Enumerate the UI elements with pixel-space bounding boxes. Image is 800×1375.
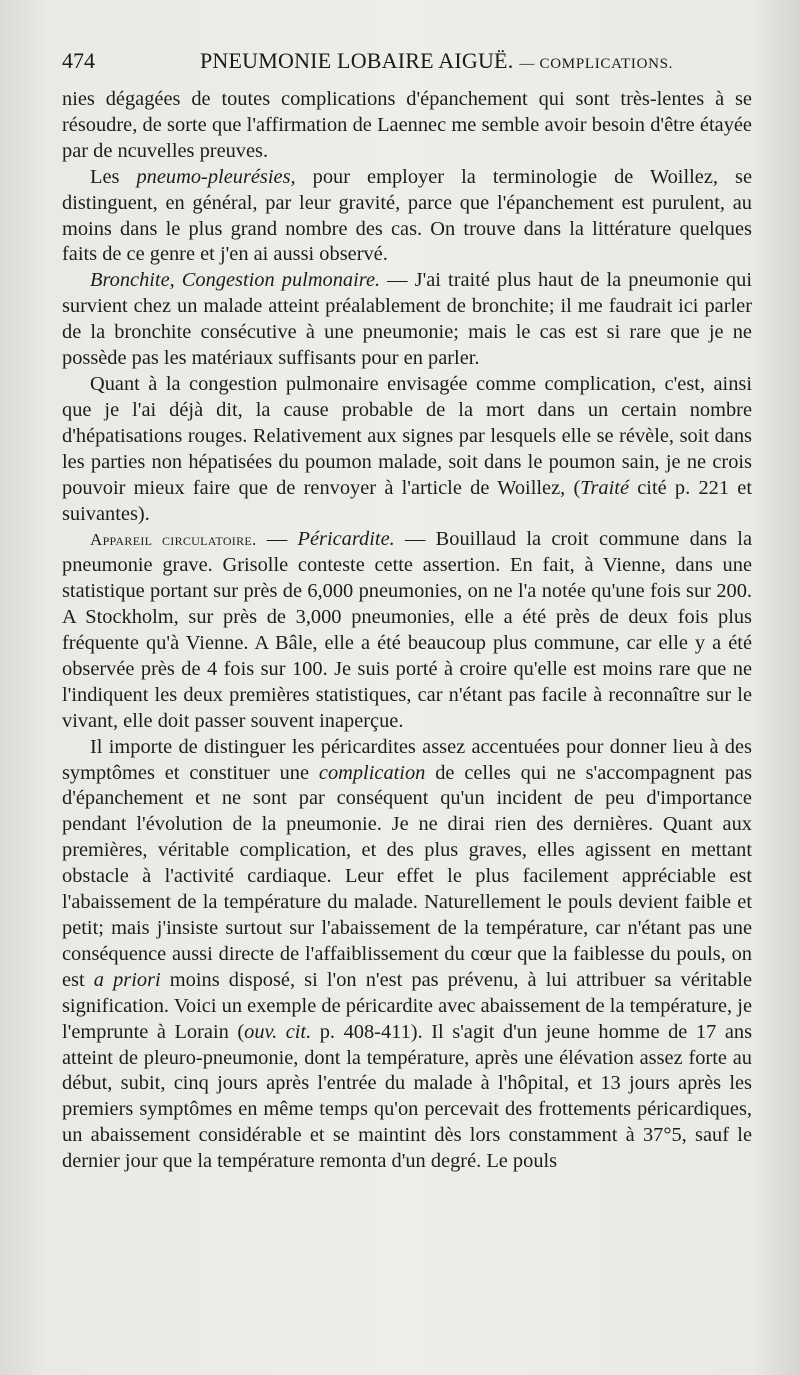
running-title: PNEUMONIE LOBAIRE AIGUË. xyxy=(200,48,514,73)
body-text xyxy=(62,87,752,1175)
paragraph: Bronchite, Congestion pulmonaire. — J'ai traité plus haut de la pneumonie qui survient chez un malade atteint préalablement de bronchite; il me faudrait ici parler de la bronchite consécutive à une pneumonie; mais le cas est si rare que je ne possède pas les matériaux suffisants pour en parler. xyxy=(62,269,752,370)
paragraph: Les pneumo-pleurésies, pour employer la terminologie de Woillez, se distinguent, en général, par leur gravité, parce que l'épanchement est purulent, au moins dans le plus grand nombre des cas. On trouve dans la littérature quelques faits de ce genre et j'en ai aussi observé. xyxy=(62,165,752,266)
italic-citation: ouv. cit. xyxy=(244,1020,312,1043)
paragraph: Il importe de distinguer les péricardites assez accentuées pour donner lieu à des symptômes et constituer une complication de celles qui ne s'accompagnent pas d'épanchement et ne sont par conséquent qu'un incident de peu d'importance pendant l'évolution de la pneumonie. Je ne dirai rien des dernières. Quant aux premières, véritable complication, et des plus graves, elles agissent en mettant obstacle à l'activité cardiaque. Leur effet le plus facilement appréciable est l'abaissement de la température du malade. Naturellement le pouls devient faible et petit; mais j'insiste surtout sur l'abaissement de la température, car n'étant pas une conséquence aussi directe de l'affaiblissement du cœur que la faiblesse du pouls, on est a priori moins disposé, si l'on n'est pas prévenu, à lui attribuer sa véritable signification. Voici un exemple de péricardite avec abaissement de la température, je l'emprunte à Lorain (ouv. cit. p. 408-411). Il s'agit d'un jeune homme de 17 ans atteint de pleuro-pneumonie, dont la température, après une élévation assez forte au début, subit, cinq jours après l'entrée du malade à l'hôpital, et 13 jours après les premiers symptômes en même temps qu'on percevait des frottements péricardiques, un abaissement considérable et se maintint dès lors constamment à 37°5, sauf le dernier jour que la température remonta d'un degré. Le pouls xyxy=(62,735,752,1173)
running-header xyxy=(62,48,750,80)
section-subheading: Bronchite, Congestion pulmonaire. xyxy=(90,269,381,292)
running-section: — COMPLICATIONS. xyxy=(519,56,674,72)
section-heading: Appareil circulatoire. xyxy=(90,530,257,550)
italic-term: a priori xyxy=(93,968,161,991)
paragraph: nies dégagées de toutes complications d'épanchement qui sont très-lentes à se résoudre, de sorte que l'affirmation de Laennec me semble avoir besoin d'être étayée par de ncuvelles preuves. xyxy=(62,88,752,162)
italic-term: complication xyxy=(318,761,426,784)
italic-citation: Traité xyxy=(580,476,630,499)
paragraph: Quant à la congestion pulmonaire envisagée comme complication, c'est, ainsi que je l'ai déjà dit, la cause probable de la mort dans un certain nombre d'hépatisations rouges. Relativement aux signes par lesquels elle se révèle, soit dans les parties non hépatisées du poumon malade, soit dans le poumon sain, je ne crois pouvoir mieux faire que de renvoyer à l'article de Woillez, (Traité cité p. 221 et suivantes). xyxy=(62,372,752,525)
paragraph: Appareil circulatoire. — Péricardite. — Bouillaud la croit commune dans la pneumonie grave. Grisolle conteste cette assertion. En fait, à Vienne, dans une statistique portant sur près de 6,000 pneumonies, on ne l'a notée qu'une fois sur 200. A Stockholm, sur près de 3,000 pneumonies, elle a été près de deux fois plus fréquente qu'à Vienne. A Bâle, elle a été beaucoup plus commune, car elle y a été observée près de 4 fois sur 100. Je suis porté à croire qu'elle est moins rare que ne l'indiquent les deux premières statistiques, car n'étant pas facile à reconnaître sur le vivant, elle doit passer souvent inaperçue. xyxy=(62,528,752,732)
italic-term: pneumo-pleurésies, xyxy=(136,165,296,188)
section-subheading: Péricardite. xyxy=(297,528,395,551)
page-number: 474 xyxy=(62,48,95,73)
